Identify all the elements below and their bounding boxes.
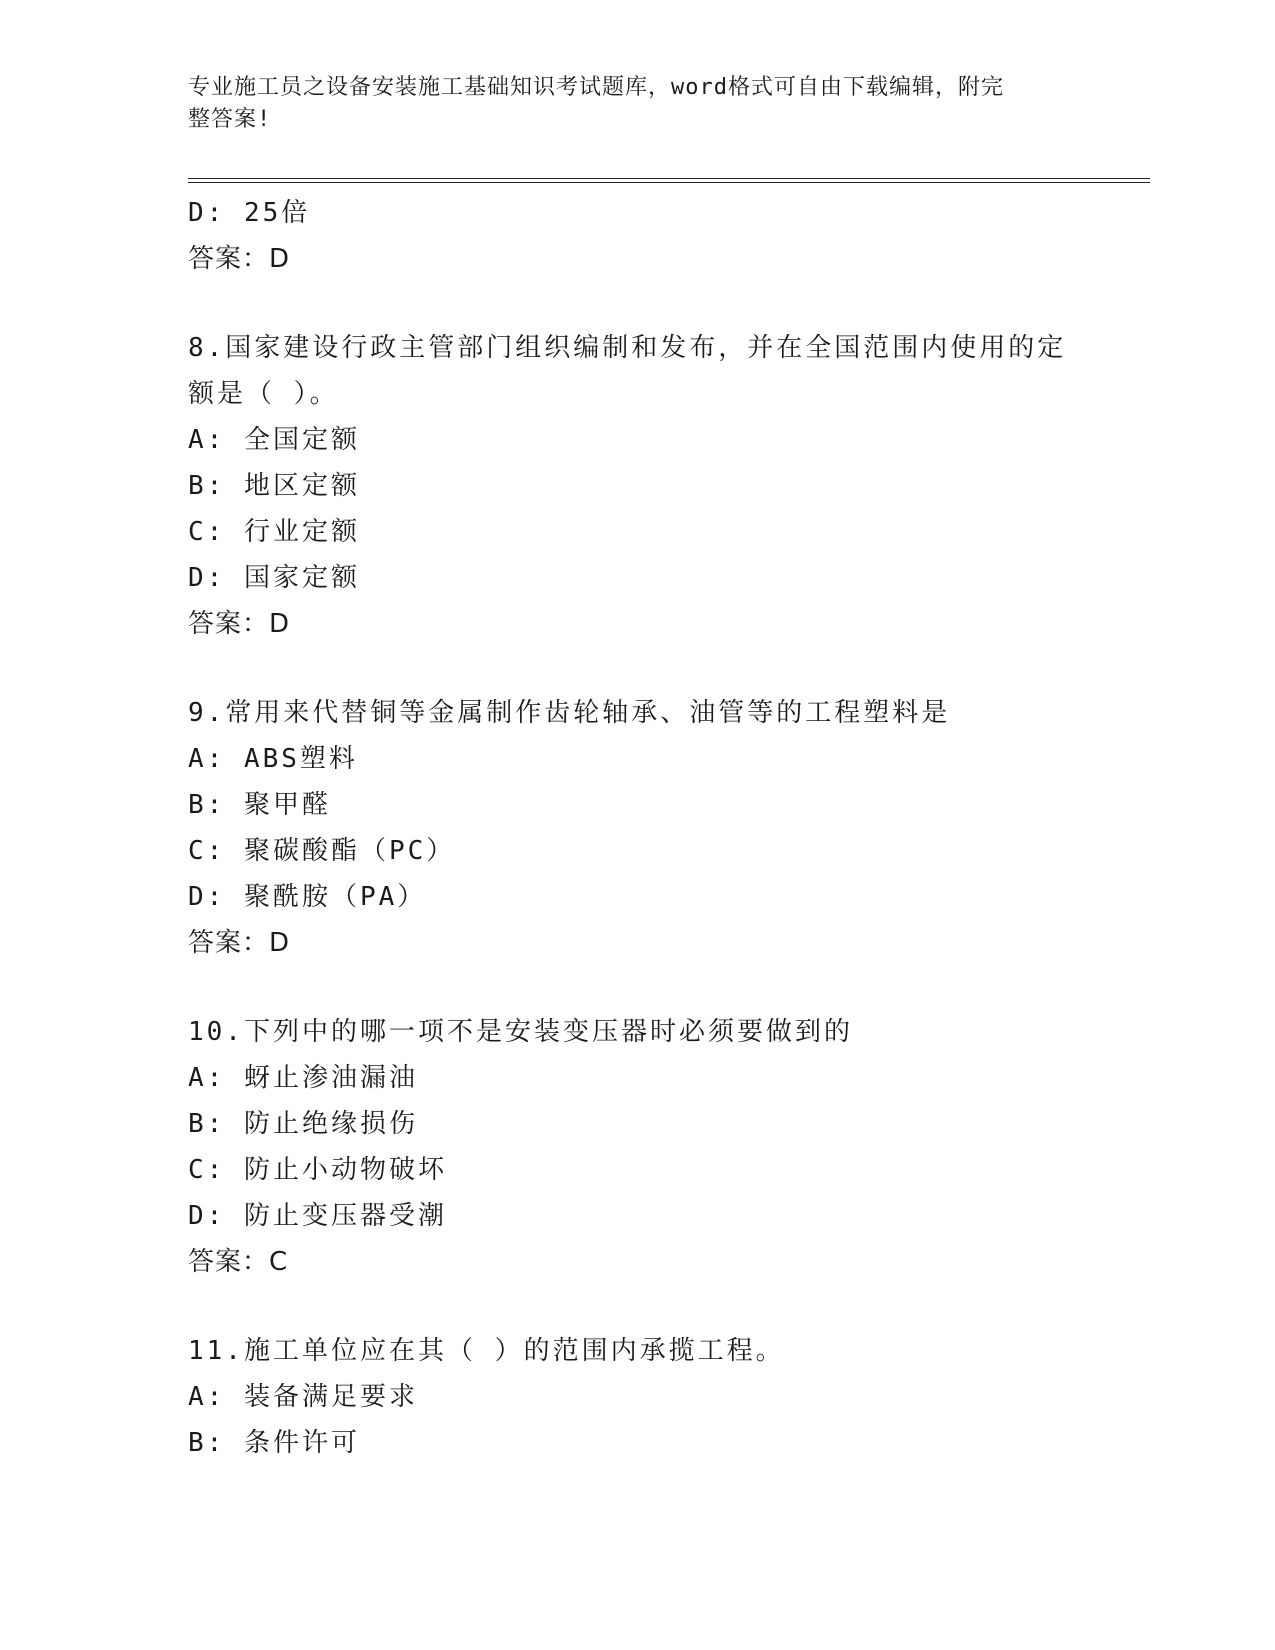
header-line-1: 专业施工员之设备安装施工基础知识考试题库，word格式可自由下载编辑，附完 — [188, 75, 1004, 100]
header-rule-bottom — [188, 182, 1150, 183]
question-9-stem: 9.常用来代替铜等金属制作齿轮轴承、油管等的工程塑料是 — [188, 698, 951, 728]
question-9-option-a: A: ABS塑料 — [188, 744, 358, 774]
question-8-option-d: D: 国家定额 — [188, 563, 360, 593]
question-8-stem-line-1: 8.国家建设行政主管部门组织编制和发布，并在全国范围内使用的定 — [188, 333, 1067, 363]
question-10-option-c: C: 防止小动物破坏 — [188, 1155, 447, 1185]
header-line-2: 整答案! — [188, 107, 272, 132]
question-11-stem: 11.施工单位应在其（ ）的范围内承揽工程。 — [188, 1336, 785, 1366]
question-11-option-a: A: 装备满足要求 — [188, 1382, 418, 1412]
question-10-option-b: B: 防止绝缘损伤 — [188, 1109, 418, 1139]
document-header — [188, 72, 1068, 136]
question-8-option-c: C: 行业定额 — [188, 517, 360, 547]
question-10-option-d: D: 防止变压器受潮 — [188, 1201, 447, 1231]
question-10-option-a: A: 蚜止渗油漏油 — [188, 1063, 418, 1093]
question-10-stem: 10.下列中的哪一项不是安装变压器时必须要做到的 — [188, 1017, 853, 1047]
question-8-stem-line-2: 额是（ ）。 — [188, 379, 339, 409]
question-9-option-b: B: 聚甲醛 — [188, 790, 331, 820]
question-9-answer: 答案：D — [188, 928, 291, 958]
option-d: D: 25倍 — [188, 198, 311, 228]
question-10-answer: 答案：C — [188, 1247, 289, 1277]
question-8-option-b: B: 地区定额 — [188, 471, 360, 501]
question-9-option-d: D: 聚酰胺（PA） — [188, 882, 427, 912]
header-rule-top — [188, 178, 1150, 179]
answer-line: 答案：D — [188, 244, 291, 274]
question-11-option-b: B: 条件许可 — [188, 1428, 360, 1458]
question-8-answer: 答案：D — [188, 609, 291, 639]
question-content — [188, 190, 1068, 1466]
question-8-option-a: A: 全国定额 — [188, 425, 360, 455]
question-9-option-c: C: 聚碳酸酯（PC） — [188, 836, 456, 866]
